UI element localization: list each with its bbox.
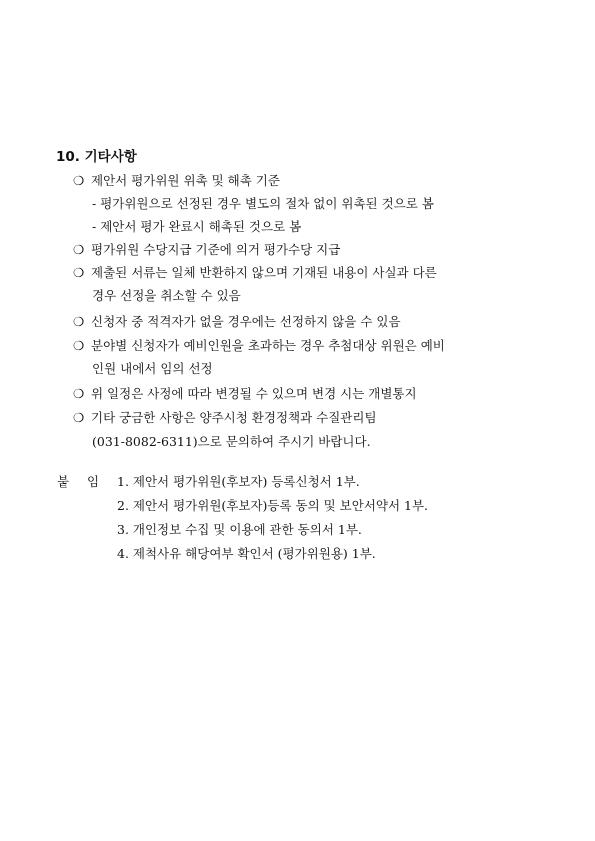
bullet-item	[73, 410, 377, 426]
bullet-text: 평가위원 수당지급 기준에 의거 평가수당 지급	[91, 242, 341, 257]
bullet-text: 분야별 신청자가 예비인원을 초과하는 경우 추첨대상 위원은 예비	[91, 338, 445, 353]
sub-item: - 평가위원으로 선정된 경우 별도의 절차 없이 위촉된 것으로 봄	[92, 196, 434, 211]
bullet-item	[73, 242, 340, 258]
bullet-text: 기타 궁금한 사항은 양주시청 환경정책과 수질관리팀	[91, 410, 377, 425]
bullet-item	[73, 265, 437, 281]
bullet-item	[73, 338, 445, 354]
section-heading: 10. 기타사항	[56, 149, 137, 165]
bullet-item	[73, 386, 417, 402]
circle-bullet-icon: ❍	[73, 173, 85, 188]
circle-bullet-icon: ❍	[73, 314, 85, 329]
circle-bullet-icon: ❍	[73, 338, 85, 353]
circle-bullet-icon: ❍	[73, 386, 85, 401]
bullet-item	[73, 173, 280, 189]
attachments-label: 붙 임	[57, 474, 100, 489]
circle-bullet-icon: ❍	[73, 242, 85, 257]
circle-bullet-icon: ❍	[73, 265, 85, 280]
attachment-item: 1. 제안서 평가위원(후보자) 등록신청서 1부.	[117, 474, 360, 489]
attachment-item: 4. 제척사유 해당여부 확인서 (평가위원용) 1부.	[117, 546, 376, 561]
bullet-continuation: (031-8082-6311)으로 문의하여 주시기 바랍니다.	[92, 434, 371, 449]
bullet-continuation: 경우 선정을 취소할 수 있음	[92, 288, 241, 303]
bullet-continuation: 인원 내에서 임의 선정	[92, 361, 213, 376]
circle-bullet-icon: ❍	[73, 410, 85, 425]
attachment-item: 3. 개인정보 수집 및 이용에 관한 동의서 1부.	[117, 522, 362, 537]
sub-item: - 제안서 평가 완료시 해촉된 것으로 봄	[92, 219, 302, 234]
bullet-item	[73, 314, 401, 330]
bullet-text: 제안서 평가위원 위촉 및 해촉 기준	[91, 173, 280, 188]
bullet-text: 제출된 서류는 일체 반환하지 않으며 기재된 내용이 사실과 다른	[91, 265, 437, 280]
bullet-text: 위 일정은 사정에 따라 변경될 수 있으며 변경 시는 개별통지	[91, 386, 417, 401]
bullet-text: 신청자 중 적격자가 없을 경우에는 선정하지 않을 수 있음	[91, 314, 401, 329]
attachment-item: 2. 제안서 평가위원(후보자)등록 동의 및 보안서약서 1부.	[117, 498, 429, 513]
